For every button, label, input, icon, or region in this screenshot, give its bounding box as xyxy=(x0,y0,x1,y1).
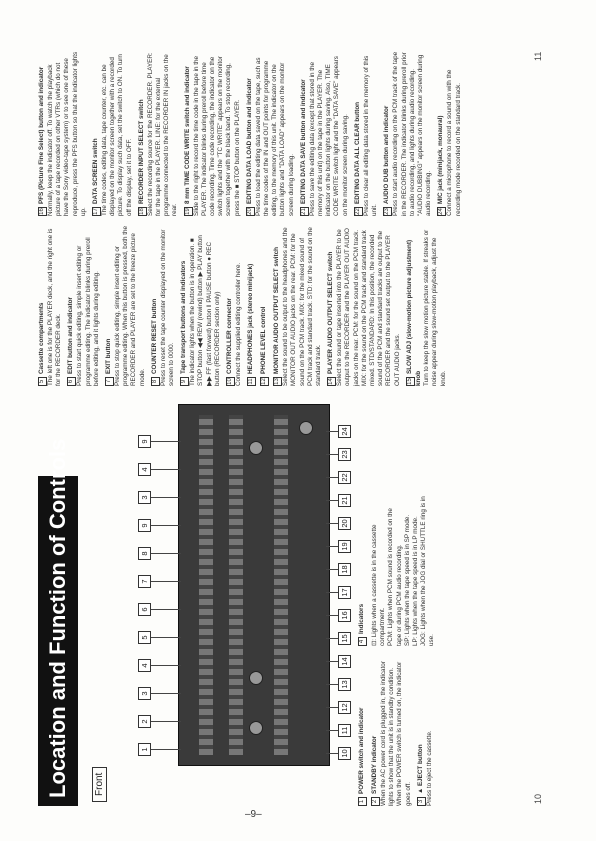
callout-number: 14 xyxy=(338,655,351,668)
control-description xyxy=(417,656,434,806)
item-text: Press to save the editing data (except that stored in the memory of this unit) on the tape in the PLAYER. The indicator on the button lights during saving. Also, TIME CODE WRITE switch light and the "DATA SAVE" appears on the monitor screen during saving. xyxy=(308,56,349,216)
panel-knob xyxy=(249,441,263,455)
callout-leader xyxy=(326,684,338,685)
page-number-left: 10 xyxy=(533,793,543,804)
panel-knob xyxy=(249,671,263,685)
control-description xyxy=(300,51,350,216)
item-number: 10 xyxy=(227,378,234,385)
item-heading: COUNTER RESET button xyxy=(150,298,158,374)
right-column xyxy=(38,51,538,216)
item-number: 15 xyxy=(406,378,413,385)
page-number-right: 11 xyxy=(533,51,543,61)
panel-knob xyxy=(249,721,263,735)
control-description xyxy=(354,51,379,216)
item-number: 7 xyxy=(105,377,114,386)
item-number: 4 xyxy=(358,637,367,646)
item-number: 11 xyxy=(248,378,255,385)
control-description xyxy=(105,226,147,386)
callout-leader xyxy=(326,569,338,570)
indicator-line: PCM: Lights when PCM sound is recorded on the tape or during PCM audio recording. xyxy=(387,508,403,646)
callout-number: 21 xyxy=(338,494,351,507)
panel-button-row xyxy=(274,415,288,755)
control-description xyxy=(38,51,88,216)
control-description xyxy=(358,656,367,806)
indicators-heading: Indicators xyxy=(358,603,365,634)
item-text: Press to reset the tape counter displayed on the monitor screen to 0000. xyxy=(159,229,176,386)
item-number: 3 xyxy=(417,797,426,806)
callout-number: 22 xyxy=(338,471,351,484)
callout-number: 23 xyxy=(338,448,351,461)
callout-number: 9 xyxy=(138,519,151,532)
page-number-center: –9– xyxy=(245,809,262,820)
control-description xyxy=(371,656,413,806)
callout-leader xyxy=(151,693,181,694)
item-number: 8 xyxy=(151,377,160,386)
item-heading: 8 mm TIME CODE WRITE switch and indicator xyxy=(183,66,191,204)
callout-leader xyxy=(151,637,181,638)
item-text: Press to load the editing data saved on the tape, such as the time codes of the IN and OUT points for programme editing, to the memory of this unit. The indicator on the button lights and "DATA LOAD" appears on the monitor screen during loading. xyxy=(254,57,295,216)
callout-number: 18 xyxy=(338,563,351,576)
item-text: Slide to the right to record the time code in the tape in the PLAYER. The indicator blinks during preroll before time code recording. Time code recording, the indicator on the switch lights and the "TC WRITE" appears on the monitor screen together with the black band. To stop recording, press the ■ STOP button on the PLAYER. xyxy=(192,56,241,216)
control-description xyxy=(92,51,134,216)
callout-leader xyxy=(326,707,338,708)
callout-number: 1 xyxy=(138,743,151,756)
item-text: Connect a microphone to record a sound on with the recording mode recorded on the standard track. xyxy=(446,69,462,216)
control-description xyxy=(138,51,180,216)
item-text: Connect the supplied editing controller here. xyxy=(235,262,243,386)
callout-number: 12 xyxy=(338,701,351,714)
callout-number: 3 xyxy=(138,687,151,700)
item-heading: STANDBY indicator xyxy=(371,735,378,794)
callout-number: 15 xyxy=(338,632,351,645)
item-heading: SLOW ADJ (slow-motion picture adjustment) knob xyxy=(405,239,422,386)
rotated-content xyxy=(28,46,548,806)
callout-leader xyxy=(326,477,338,478)
control-description xyxy=(260,226,269,386)
control-description xyxy=(383,51,433,216)
left-column xyxy=(358,656,438,806)
item-number: 9 xyxy=(180,377,189,386)
item-number: 2 xyxy=(371,797,380,806)
callout-number: 11 xyxy=(338,724,351,737)
callout-number: 10 xyxy=(338,747,351,760)
indicator-line: JOG: Lights when the JOG dial or SHUTTLE ring is in use. xyxy=(420,496,436,646)
item-number: 19 xyxy=(184,208,191,215)
callout-number: 16 xyxy=(338,609,351,622)
callout-leader xyxy=(326,500,338,501)
item-heading: ▲ EJECT button xyxy=(416,744,424,794)
callout-number: 19 xyxy=(338,540,351,553)
callout-leader xyxy=(151,469,181,470)
page-title: Location and Function of Controls xyxy=(38,476,78,806)
control-description xyxy=(273,226,323,386)
item-heading: EDITING DATA SAVE button and indicator xyxy=(299,79,307,204)
item-heading: EDITING DATA ALL CLEAR button xyxy=(353,101,361,204)
item-heading: POWER switch and indicator xyxy=(358,707,365,794)
item-heading: PFS (Picture Fine Select) button and indicator xyxy=(38,66,45,204)
panel-control-row xyxy=(229,415,243,755)
item-number: 6 xyxy=(67,377,76,386)
callout-leader xyxy=(151,721,181,722)
item-heading: MONITOR AUDIO OUTPUT SELECT switch xyxy=(273,247,281,374)
item-number: 20 xyxy=(246,208,253,215)
item-text: Press to clear all editing data stored in the memory of this unit. xyxy=(362,55,379,216)
callout-leader xyxy=(326,592,338,593)
item-number: 16 xyxy=(39,208,45,215)
callout-number: 17 xyxy=(338,586,351,599)
item-heading: HEADPHONES jack (stereo minijack) xyxy=(247,263,255,374)
control-description xyxy=(247,226,256,386)
callout-leader xyxy=(326,615,338,616)
callout-number: 4 xyxy=(138,463,151,476)
control-description xyxy=(151,226,176,386)
item-number: 21 xyxy=(300,208,307,215)
item-heading: Tape transport buttons and indicators xyxy=(180,260,188,374)
item-text: Turn to keep the slow motion picture stable. If streaks or noise appear during slow-motion playback, adjust the knob. xyxy=(423,229,447,386)
item-number: 13 xyxy=(274,378,281,385)
callout-number: 13 xyxy=(338,678,351,691)
item-heading: MIC jack (minijack, monaural) xyxy=(437,115,445,204)
callout-leader xyxy=(326,661,338,662)
control-description xyxy=(246,51,296,216)
front-label: Front xyxy=(92,767,107,802)
control-description xyxy=(226,226,243,386)
item-text: The left one is for the PLAYER deck, and the right one is for the RECORDER deck. xyxy=(47,228,63,386)
item-text: Normally, keep the indicator off. To watch the playback picture of a tape recorded on other VTRs (which do not have the Sony video-tape system) or to see one of these reproduce, press the PFS button so that the indicator lights up. xyxy=(47,51,87,216)
callout-leader xyxy=(326,730,338,731)
item-number: 23 xyxy=(384,208,391,215)
control-description xyxy=(437,51,462,216)
callout-leader xyxy=(326,454,338,455)
callout-leader xyxy=(326,753,338,754)
item-heading: CONTROLLER connector xyxy=(226,298,234,374)
callout-leader xyxy=(326,546,338,547)
callout-leader xyxy=(151,665,181,666)
control-description xyxy=(38,226,63,386)
item-number: 1 xyxy=(358,797,367,806)
control-description xyxy=(406,226,448,386)
panel-cassette-row xyxy=(199,415,213,755)
callout-number: 20 xyxy=(338,517,351,530)
item-text: The indicator lights when the button is in operation. ■ STOP button ◀◀ REW (rewind) button ▶ PLAY button ▶▶ FF (fast forward) button ‖ PAUSE button ● REC button (RECORDER section only) xyxy=(189,235,221,386)
item-heading: AUDIO DUB button and indicator xyxy=(383,105,391,204)
callout-leader xyxy=(151,497,181,498)
item-text: When the AC power cord is plugged in, the indicator lights to show that the unit is in standby condition. When the POWER switch is turned on, the indicator goes off. xyxy=(380,661,412,806)
item-text: Press to stop quick editing, simple insert editing or programme editing. When this button is pressed, both the RECORDER and PLAYER are set to the freeze picture mode. xyxy=(114,226,146,386)
callout-leader xyxy=(326,431,338,432)
callout-number: 2 xyxy=(138,715,151,728)
control-description xyxy=(180,226,222,386)
item-heading: DATA SCREEN switch xyxy=(92,138,100,204)
item-heading: EDIT button and indicator xyxy=(67,297,75,374)
item-number: 24 xyxy=(438,208,445,215)
callout-leader xyxy=(151,609,181,610)
callout-leader xyxy=(151,581,181,582)
item-heading: EXIT button xyxy=(105,338,113,374)
callout-leader xyxy=(151,553,181,554)
item-text: Select the sound or tape inserted into the PLAYER to be output to the RECORDER and the PLAYER OUT AUDIO jacks on the rear. PCM: for the sound on the PCM track. MIX: for the sound on the PCM track and standard track mixed. STD/STANDARD: In this position, the recorded sound of the PCM and standard tracks are output to the RECORDER and the sound set output to the PLAYER OUT AUDIO jacks. xyxy=(336,228,401,386)
panel-knob xyxy=(299,421,313,435)
callout-leader xyxy=(326,523,338,524)
item-number: 22 xyxy=(354,208,361,215)
callout-number: 9 xyxy=(138,435,151,448)
item-heading: PHONE LEVEL control xyxy=(260,306,268,374)
item-number: 12 xyxy=(261,378,268,385)
item-heading: Cassette compartments xyxy=(38,302,45,374)
callout-number: 6 xyxy=(138,603,151,616)
callout-number: 5 xyxy=(138,631,151,644)
item-text: Select the sound to be output to the headphones and the MONITOR OUT AUDIO jacks on the rear. PCM: for the sound on the PCM track. MIX: for the mixed sound of PCM track and standard track. STD: for the sound on the standard track. xyxy=(282,227,323,386)
indicator-line: LP: Lights when the tape speed is in LP mode. xyxy=(412,516,420,646)
control-description xyxy=(327,226,402,386)
callout-number: 4 xyxy=(138,659,151,672)
control-description xyxy=(67,226,101,386)
callout-leader xyxy=(326,638,338,639)
indicator-line: SP: Lights when the tape speed is in SP mode. xyxy=(403,514,411,646)
callout-number: 7 xyxy=(138,575,151,588)
item-number: 17 xyxy=(93,208,100,215)
item-text: Select the recording source for the RECORDER. PLAYER: for the tape in the PLAYER. LINE: for the external programme connected to the RECORDER IN jacks on the rear. xyxy=(146,52,179,216)
callout-leader xyxy=(151,749,181,750)
callout-number: 24 xyxy=(338,425,351,438)
control-description xyxy=(184,51,242,216)
indicator-line: ⊡: Lights when a cassette is in the cassette compartment. xyxy=(371,524,387,646)
item-number: 18 xyxy=(138,208,145,215)
indicators-column xyxy=(358,496,437,646)
front-panel-illustration xyxy=(178,404,330,766)
item-text: Press to start audio recording on the PCM track of the tape in the RECORDER. The indicator blinks during preroll prior to audio recording, and lights during audio recording. "AUDIO DUBBING" appears on the monitor screen during audio recording. xyxy=(392,51,433,216)
callout-leader xyxy=(151,525,181,526)
item-number: 5 xyxy=(38,377,47,386)
middle-column xyxy=(38,226,538,386)
item-text: Press to start quick editing, simple insert editing or programme editing. The indicator blinks during preroll before editing, and it lights during editing. xyxy=(76,237,100,386)
callout-leader xyxy=(151,441,181,442)
item-number: 14 xyxy=(328,378,335,385)
item-heading: EDITING DATA LOAD button and indicator xyxy=(245,78,253,204)
item-text: Press to eject the cassette. xyxy=(425,730,433,806)
item-heading: PLAYER AUDIO OUTPUT SELECT switch xyxy=(327,251,335,374)
callout-number: 3 xyxy=(138,491,151,504)
callout-number: 8 xyxy=(138,547,151,560)
item-text: The time codes, editing data, tape counter, etc. can be displayed on the monitor screen together with a recorded picture. To display such data, set the switch to ON. To turn off the display, set it to OFF. xyxy=(101,54,133,216)
item-heading: RECORDER INPUT SELECT switch xyxy=(137,99,145,204)
